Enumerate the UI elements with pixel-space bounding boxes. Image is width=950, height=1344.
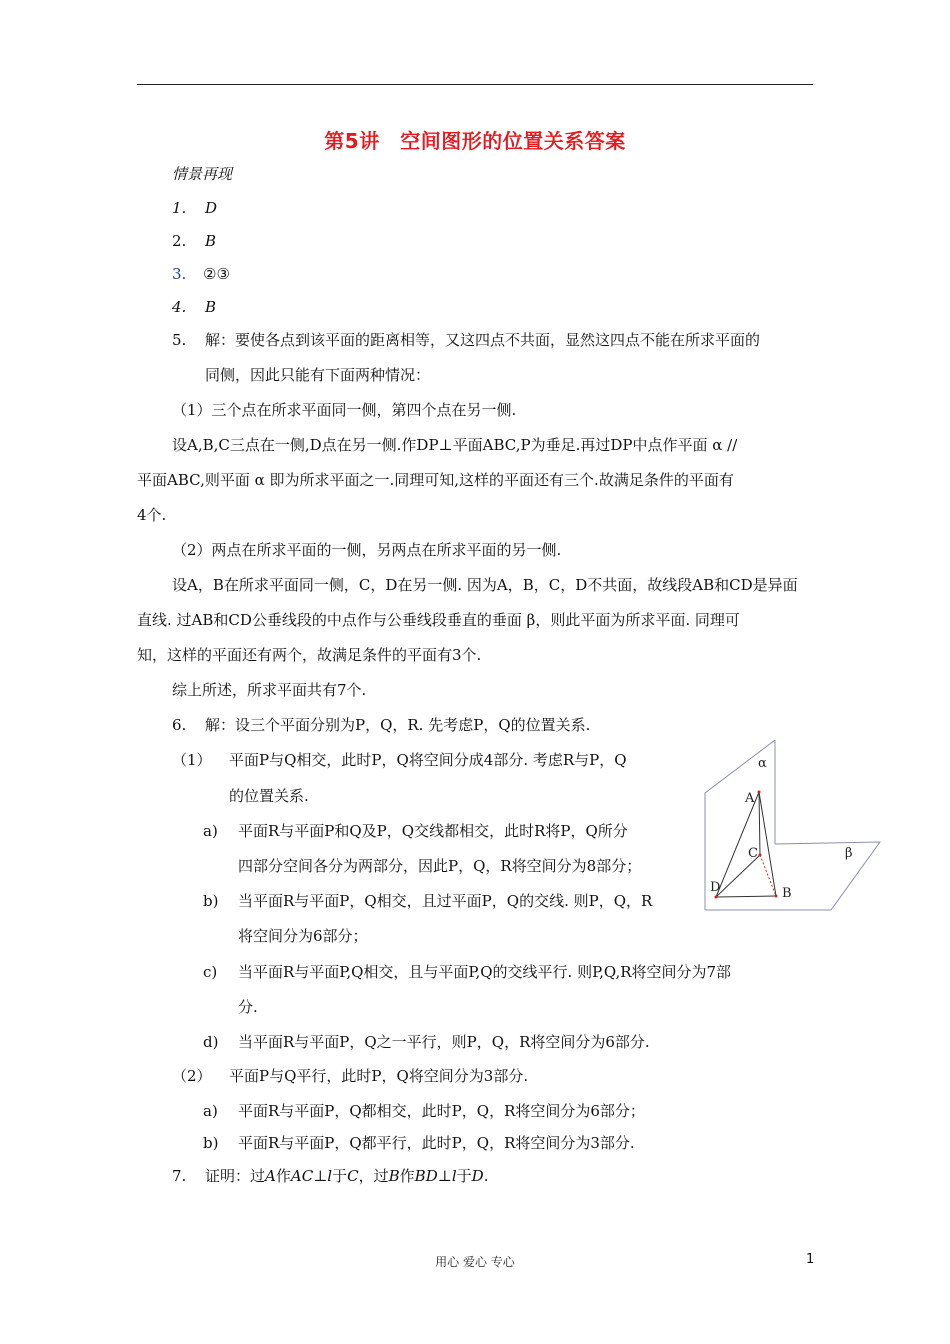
q7-statement [205, 1166, 488, 1186]
q7-point-a: A [265, 1167, 276, 1185]
q6-item-d-line-1: 当平面R与平面P，Q之一平行，则P，Q，R将空间分为6部分. [238, 1033, 650, 1051]
q5-case-2-line-b: 直线. 过AB和CD公垂线段的中点作与公垂线段垂直的垂面 β，则此平面为所求平面. 同理可 [137, 611, 740, 629]
q7-perp-1: ⊥ [313, 1167, 328, 1185]
edge-cb-dashed [760, 855, 776, 896]
q6-item-b-line-2: 将空间分为6部分； [238, 927, 368, 945]
answer-3-number: 3. [172, 265, 187, 283]
answer-2-value: B [205, 232, 217, 250]
q6-item-c-line-1: 当平面R与平面P,Q相交，且与平面P,Q的交线平行. 则P,Q,R将空间分为7部 [238, 963, 732, 981]
q7-segment-bd: BD [414, 1167, 438, 1185]
q5-number: 5. [172, 331, 187, 349]
point-c [759, 854, 762, 857]
q6-item-b-label: b) [203, 892, 219, 910]
q5-case-2: （2）两点在所求平面的一侧，另两点在所求平面的另一侧. [172, 541, 562, 559]
page-footer: 用心 爱心 专心 [435, 1255, 515, 1269]
label-b: B [782, 886, 792, 901]
q7-segment-ac: AC [290, 1167, 314, 1185]
edge-ab [759, 792, 776, 896]
q7-text-1: 证明：过 [205, 1167, 266, 1185]
page-title: 第5讲 空间图形的位置关系答案 [324, 129, 626, 153]
answer-1-number: 1. [172, 199, 187, 217]
label-beta: β [845, 846, 853, 861]
q5-case-1-line-a: 设A,B,C三点在一侧,D点在另一侧.作DP⊥平面ABC,P为垂足.再过DP中点作平面 α // [172, 436, 738, 454]
header-rule [137, 84, 813, 85]
q6-item-e-label: a) [203, 1102, 218, 1120]
edge-ac [759, 792, 760, 855]
q6-part-1-line-a: 平面P与Q相交，此时P，Q将空间分成4部分. 考虑R与P，Q [229, 751, 627, 769]
q6-item-c-line-2: 分. [238, 998, 258, 1016]
q6-number: 6. [172, 716, 187, 734]
q6-item-d-label: d) [203, 1033, 219, 1051]
q7-text-7: . [483, 1167, 489, 1185]
edge-dc [716, 855, 760, 897]
q7-text-3: 于 [332, 1167, 348, 1185]
q7-perp-2: ⊥ [437, 1167, 452, 1185]
q6-item-c-label: c) [203, 963, 218, 981]
q6-item-e-line-1: 平面R与平面P，Q都相交，此时P，Q，R将空间分为6部分； [238, 1102, 645, 1120]
q7-text-5: 作 [399, 1167, 415, 1185]
q5-line-2: 同侧，因此只能有下面两种情况： [205, 366, 431, 384]
q6-item-a-label: a) [203, 822, 218, 840]
q6-part-2-label: （2） [172, 1067, 212, 1085]
edge-db [716, 896, 776, 897]
q7-point-c: C [347, 1167, 359, 1185]
q6-item-a-line-2: 四部分空间各分为两部分，因此P，Q，R将空间分为8部分； [238, 857, 642, 875]
answer-1-value: D [205, 199, 218, 217]
answer-4-number: 4. [172, 298, 187, 316]
point-d [715, 896, 718, 899]
q7-line-l-1: l [327, 1167, 333, 1185]
label-a: A [745, 791, 755, 806]
section-heading: 情景再现 [172, 165, 233, 183]
q7-text-6: 于 [456, 1167, 472, 1185]
answer-3-value: ②③ [203, 265, 230, 283]
answer-2-number: 2. [172, 232, 187, 250]
q5-case-1: （1）三个点在所求平面同一侧，第四个点在另一侧. [172, 401, 517, 419]
q5-case-2-line-a: 设A，B在所求平面同一侧，C，D在另一侧. 因为A，B，C，D不共面，故线段AB和CD是异面 [172, 576, 798, 594]
q7-point-d: D [471, 1167, 484, 1185]
plane-beta-outline [705, 842, 880, 910]
q6-part-1-line-b: 的位置关系. [229, 787, 309, 805]
q6-item-a-line-1: 平面R与平面P和Q及P，Q交线都相交，此时R将P，Q所分 [238, 822, 628, 840]
q7-point-b: B [388, 1167, 400, 1185]
label-c: C [748, 846, 758, 861]
edge-ad [716, 792, 759, 897]
q5-summary: 综上所述，所求平面共有7个. [172, 681, 367, 699]
point-a [758, 791, 761, 794]
q6-item-b-line-1: 当平面R与平面P，Q相交，且过平面P，Q的交线. 则P，Q，R [238, 892, 653, 910]
point-b [775, 895, 778, 898]
q5-case-1-line-b: 平面ABC,则平面 α 即为所求平面之一.同理可知,这样的平面还有三个.故满足条件的平面有 [137, 471, 734, 489]
q5-case-2-line-c: 知，这样的平面还有两个，故满足条件的平面有3个. [137, 646, 482, 664]
q6-item-f-label: b) [203, 1134, 219, 1152]
q7-line-l-2: l [451, 1167, 457, 1185]
q7-text-4: ，过 [358, 1167, 389, 1185]
q5-line-1: 解：要使各点到该平面的距离相等，又这四点不共面，显然这四点不能在所求平面的 [205, 331, 761, 349]
q7-text-2: 作 [275, 1167, 291, 1185]
answer-4-value: B [205, 298, 217, 316]
page-number: 1 [806, 1252, 815, 1267]
q6-item-f-line-1: 平面R与平面P，Q都平行，此时P，Q，R将空间分为3部分. [238, 1134, 635, 1152]
label-d: D [710, 880, 721, 895]
q6-part-2-line-a: 平面P与Q平行，此时P，Q将空间分为3部分. [229, 1067, 529, 1085]
planes-figure [700, 740, 885, 915]
label-alpha: α [758, 756, 767, 771]
q6-intro: 解：设三个平面分别为P，Q，R. 先考虑P，Q的位置关系. [205, 716, 591, 734]
q5-case-1-line-c: 4个. [137, 506, 167, 524]
q6-part-1-label: （1） [172, 751, 212, 769]
q7-number: 7. [172, 1167, 187, 1185]
